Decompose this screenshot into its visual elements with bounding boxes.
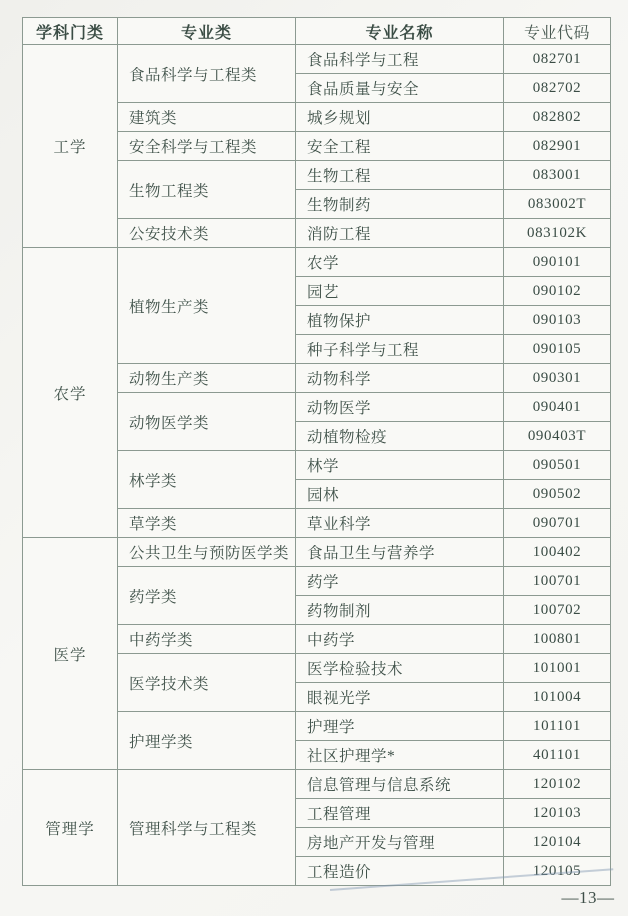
major-code-cell: 100701	[504, 567, 611, 596]
major-code-cell: 090103	[504, 306, 611, 335]
major-code-cell: 090101	[504, 248, 611, 277]
major-name-cell: 房地产开发与管理	[296, 828, 504, 857]
discipline-cell: 工学	[23, 45, 118, 248]
col-header-category: 专业类	[118, 18, 296, 45]
major-name-cell: 城乡规划	[296, 103, 504, 132]
major-code-cell: 090403T	[504, 422, 611, 451]
major-name-cell: 食品卫生与营养学	[296, 538, 504, 567]
major-name-cell: 眼视光学	[296, 683, 504, 712]
category-cell: 建筑类	[118, 103, 296, 132]
major-name-cell: 医学检验技术	[296, 654, 504, 683]
table-row	[23, 45, 611, 74]
major-code-cell: 120104	[504, 828, 611, 857]
major-code-cell: 082802	[504, 103, 611, 132]
major-name-cell: 食品质量与安全	[296, 74, 504, 103]
category-cell: 植物生产类	[118, 248, 296, 364]
major-code-cell: 083001	[504, 161, 611, 190]
major-name-cell: 园艺	[296, 277, 504, 306]
major-code-cell: 120103	[504, 799, 611, 828]
major-name-cell: 植物保护	[296, 306, 504, 335]
major-code-cell: 090701	[504, 509, 611, 538]
col-header-major-code: 专业代码	[504, 18, 611, 45]
major-code-cell: 090102	[504, 277, 611, 306]
col-header-major-name: 专业名称	[296, 18, 504, 45]
major-name-cell: 药物制剂	[296, 596, 504, 625]
major-name-cell: 生物制药	[296, 190, 504, 219]
category-cell: 动物生产类	[118, 364, 296, 393]
majors-table	[22, 17, 611, 886]
header-row	[23, 18, 611, 45]
discipline-cell: 医学	[23, 538, 118, 770]
major-code-cell: 120105	[504, 857, 611, 886]
major-code-cell: 090502	[504, 480, 611, 509]
major-name-cell: 中药学	[296, 625, 504, 654]
category-cell: 医学技术类	[118, 654, 296, 712]
discipline-cell: 管理学	[23, 770, 118, 886]
category-cell: 草学类	[118, 509, 296, 538]
table-row	[23, 248, 611, 277]
major-name-cell: 动物医学	[296, 393, 504, 422]
table-body	[23, 45, 611, 886]
category-cell: 公共卫生与预防医学类	[118, 538, 296, 567]
category-cell: 公安技术类	[118, 219, 296, 248]
major-code-cell: 090401	[504, 393, 611, 422]
discipline-cell: 农学	[23, 248, 118, 538]
major-name-cell: 信息管理与信息系统	[296, 770, 504, 799]
major-name-cell: 药学	[296, 567, 504, 596]
major-name-cell: 动物科学	[296, 364, 504, 393]
major-code-cell: 101001	[504, 654, 611, 683]
category-cell: 护理学类	[118, 712, 296, 770]
table-row	[23, 770, 611, 799]
major-code-cell: 090105	[504, 335, 611, 364]
category-cell: 中药学类	[118, 625, 296, 654]
category-cell: 动物医学类	[118, 393, 296, 451]
major-name-cell: 消防工程	[296, 219, 504, 248]
category-cell: 食品科学与工程类	[118, 45, 296, 103]
major-code-cell: 101004	[504, 683, 611, 712]
major-name-cell: 园林	[296, 480, 504, 509]
major-code-cell: 082701	[504, 45, 611, 74]
category-cell: 林学类	[118, 451, 296, 509]
major-name-cell: 工程管理	[296, 799, 504, 828]
major-name-cell: 农学	[296, 248, 504, 277]
major-name-cell: 种子科学与工程	[296, 335, 504, 364]
major-code-cell: 120102	[504, 770, 611, 799]
col-header-discipline: 学科门类	[23, 18, 118, 45]
major-name-cell: 社区护理学*	[296, 741, 504, 770]
major-name-cell: 工程造价	[296, 857, 504, 886]
table-row	[23, 538, 611, 567]
major-code-cell: 100402	[504, 538, 611, 567]
major-code-cell: 401101	[504, 741, 611, 770]
major-code-cell: 100801	[504, 625, 611, 654]
major-code-cell: 090301	[504, 364, 611, 393]
major-code-cell: 082901	[504, 132, 611, 161]
major-name-cell: 草业科学	[296, 509, 504, 538]
major-code-cell: 082702	[504, 74, 611, 103]
major-name-cell: 安全工程	[296, 132, 504, 161]
major-name-cell: 护理学	[296, 712, 504, 741]
major-name-cell: 生物工程	[296, 161, 504, 190]
major-name-cell: 动植物检疫	[296, 422, 504, 451]
major-code-cell: 083102K	[504, 219, 611, 248]
major-code-cell: 101101	[504, 712, 611, 741]
category-cell: 药学类	[118, 567, 296, 625]
category-cell: 管理科学与工程类	[118, 770, 296, 886]
page-number: —13—	[561, 888, 615, 907]
major-code-cell: 083002T	[504, 190, 611, 219]
major-name-cell: 食品科学与工程	[296, 45, 504, 74]
major-code-cell: 100702	[504, 596, 611, 625]
category-cell: 生物工程类	[118, 161, 296, 219]
major-code-cell: 090501	[504, 451, 611, 480]
category-cell: 安全科学与工程类	[118, 132, 296, 161]
major-name-cell: 林学	[296, 451, 504, 480]
